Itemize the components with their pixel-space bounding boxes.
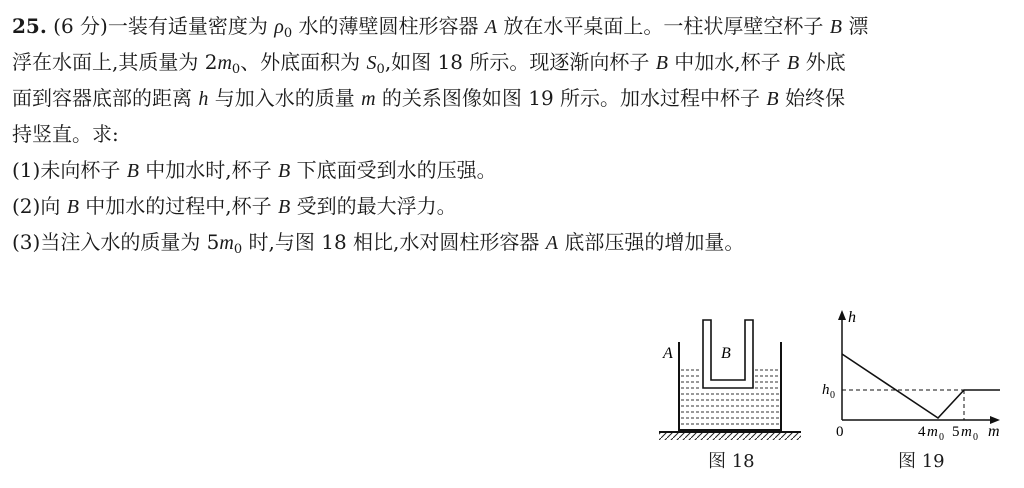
- container-diagram: [655, 312, 805, 442]
- question-line-1: 25. (6 分)一装有适量密度为 $\rho_0$ 水的薄壁圆柱形容器 A 放在水平桌面上。一柱状厚壁空杯子 B 漂: [12, 14, 869, 41]
- figure-18-caption: 图 18: [708, 451, 755, 472]
- svg-text:m: m: [927, 424, 938, 440]
- h-m-graph: [818, 306, 1008, 446]
- figure-19-caption: 图 19: [898, 451, 945, 472]
- svg-text:0: 0: [973, 432, 978, 443]
- question-number: 25.: [12, 14, 47, 38]
- origin-label: 0: [836, 424, 844, 440]
- part-2: (2)向 B 中加水的过程中,杯子 B 受到的最大浮力。: [12, 194, 457, 218]
- svg-text:5: 5: [952, 424, 960, 440]
- question-line-3: 面到容器底部的距离 h 与加入水的质量 m 的关系图像如图 19 所示。加水过程中杯子 B 始终保: [12, 86, 845, 110]
- y-axis-arrow: [838, 310, 846, 320]
- water-lines: [681, 370, 779, 424]
- label-A: A: [663, 345, 673, 362]
- tick-4m0-label: [918, 424, 944, 443]
- series-line: [842, 354, 1000, 418]
- svg-text:m: m: [961, 424, 972, 440]
- svg-text:0: 0: [939, 432, 944, 443]
- svg-text:h: h: [822, 382, 830, 398]
- x-axis-label: m: [988, 423, 1000, 440]
- svg-text:0: 0: [830, 390, 835, 401]
- rho-symbol: ρ: [274, 16, 284, 38]
- figure-19: [818, 306, 1008, 446]
- y-axis-label: h: [848, 309, 856, 326]
- figure-18: [655, 312, 805, 442]
- part-3: (3)当注入水的质量为 $5m_0$ 时,与图 18 相比,水对圆柱形容器 A 底部压强的增加量。: [12, 230, 745, 257]
- part-1: (1)未向杯子 B 中加水时,杯子 B 下底面受到水的压强。: [12, 158, 497, 182]
- question-line-2: 浮在水面上,其质量为 $2m_0$、外底面积为 $S_0$,如图 18 所示。现逐渐向杯子 B 中加水,杯子 B 外底: [12, 50, 846, 77]
- question-score: (6 分): [53, 14, 108, 38]
- tick-5m0-label: [952, 424, 978, 443]
- question-25: [12, 14, 1012, 266]
- h0-tick-label: [822, 382, 835, 401]
- svg-text:4: 4: [918, 424, 926, 440]
- label-B: B: [721, 345, 731, 362]
- question-line-4: 持竖直。求:: [12, 122, 119, 146]
